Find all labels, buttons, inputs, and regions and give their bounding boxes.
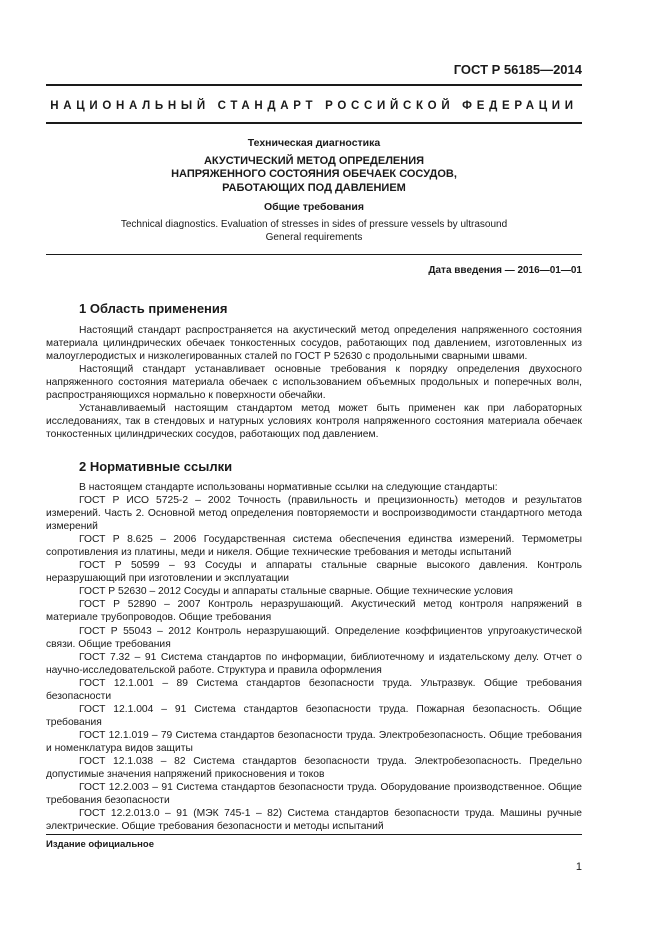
normative-reference: ГОСТ 12.1.004 – 91 Система стандартов безопасности труда. Пожарная безопасность. Общие требования bbox=[46, 703, 582, 728]
page-number: 1 bbox=[575, 861, 582, 873]
section-2-body bbox=[46, 481, 582, 833]
normative-reference: ГОСТ 12.1.019 – 79 Система стандартов безопасности труда. Электробезопасность. Общие требования и номенклатура видов защиты bbox=[46, 729, 582, 754]
normative-reference: В настоящем стандарте использованы нормативные ссылки на следующие стандарты: bbox=[79, 482, 498, 493]
introduction-date: Дата введения — 2016—01—01 bbox=[428, 265, 582, 276]
normative-reference: ГОСТ Р 8.625 – 2006 Государственная система обеспечения единства измерений. Термометры сопротивления из платины, меди и никеля. Общие технические требования и методы испытаний bbox=[46, 534, 582, 559]
title-main-line-3: РАБОТАЮЩИХ ПОД ДАВЛЕНИЕМ bbox=[222, 181, 406, 194]
english-title-line-2: General requirements bbox=[265, 231, 363, 243]
title-main-line-2: НАПРЯЖЕННОГО СОСТОЯНИЯ ОБЕЧАЕК СОСУДОВ, bbox=[171, 168, 457, 181]
normative-reference: ГОСТ 12.2.003 – 91 Система стандартов безопасности труда. Оборудование производственное. Общие требования безопасности bbox=[46, 782, 582, 807]
title-category: Техническая диагностика bbox=[247, 137, 381, 149]
english-title bbox=[46, 219, 582, 244]
title-main-line-1: АКУСТИЧЕСКИЙ МЕТОД ОПРЕДЕЛЕНИЯ bbox=[203, 155, 425, 167]
section-1-paragraph: Настоящий стандарт распространяется на акустический метод определения напряженного состояния материала цилиндрических обечаек тонкостенных сосудов, работающих под давлением, изготовленных из малоуглеродистых и низколегированных сталей по ГОСТ Р 52630 с продольными сварными швами. bbox=[46, 325, 582, 363]
standard-number: ГОСТ Р 56185—2014 bbox=[453, 62, 582, 77]
english-title-line-1: Technical diagnostics. Evaluation of stresses in sides of pressure vessels by ultrasound bbox=[120, 219, 508, 230]
banner-rule bbox=[46, 122, 582, 124]
normative-reference: ГОСТ Р ИСО 5725-2 – 2002 Точность (правильность и прецизионность) методов и результатов измерений. Часть 2. Основной метод определения повторяемости и воспроизводимости стандартного метода измерений bbox=[46, 495, 582, 533]
normative-reference: ГОСТ 12.2.013.0 – 91 (МЭК 745-1 – 82) Система стандартов безопасности труда. Машины ручные электрические. Общие требования безопасности и методы испытаний bbox=[46, 808, 582, 833]
normative-reference: ГОСТ Р 50599 – 93 Сосуды и аппараты стальные сварные высокого давления. Контроль неразрушающий при изготовлении и эксплуатации bbox=[46, 560, 582, 585]
national-standard-banner: НАЦИОНАЛЬНЫЙ СТАНДАРТ РОССИЙСКОЙ ФЕДЕРАЦИИ bbox=[50, 100, 578, 112]
normative-reference: ГОСТ Р 52890 – 2007 Контроль неразрушающий. Акустический метод контроля напряжений в материале трубопроводов. Общие требования bbox=[46, 599, 582, 624]
title-main bbox=[46, 155, 582, 195]
section-1-body bbox=[46, 324, 582, 441]
normative-reference: ГОСТ Р 55043 – 2012 Контроль неразрушающий. Определение коэффициентов упругоакустической связи. Общие требования bbox=[46, 625, 582, 650]
header-rule bbox=[46, 84, 582, 86]
normative-reference: ГОСТ 12.1.038 – 82 Система стандартов безопасности труда. Электробезопасность. Предельно допустимые значения напряжений прикосновения и токов bbox=[46, 755, 582, 781]
official-edition-label: Издание официальное bbox=[46, 839, 154, 850]
title-subtitle: Общие требования bbox=[264, 201, 364, 213]
section-1-heading: 1 Область применения bbox=[79, 301, 228, 316]
normative-reference: ГОСТ Р 52630 – 2012 Сосуды и аппараты стальные сварные. Общие технические условия bbox=[79, 586, 513, 598]
normative-reference: ГОСТ 7.32 – 91 Система стандартов по информации, библиотечному и издательскому делу. Отчет о научно-исследовательской работе. Структура и правила оформления bbox=[46, 651, 582, 676]
title-rule bbox=[46, 254, 582, 255]
section-1-paragraph: Настоящий стандарт устанавливает основные требования к порядку определения двухосного напряженного состояния материала обечаек с использованием объемных продольных и поперечных волн, распространяющихся нормально к поверхности обечайки. bbox=[46, 364, 582, 402]
normative-reference: ГОСТ 12.1.001 – 89 Система стандартов безопасности труда. Ультразвук. Общие требования безопасности bbox=[46, 677, 582, 702]
footer-rule bbox=[46, 834, 582, 835]
section-1-paragraph: Устанавливаемый настоящим стандартом метод может быть применен как при лабораторных исследованиях, так в стендовых и натурных условиях контроля напряженного состояния материала обечаек тонкостенных цилиндрических сосудов, работающих под давлением. bbox=[46, 403, 582, 441]
section-2-heading: 2 Нормативные ссылки bbox=[79, 459, 233, 474]
